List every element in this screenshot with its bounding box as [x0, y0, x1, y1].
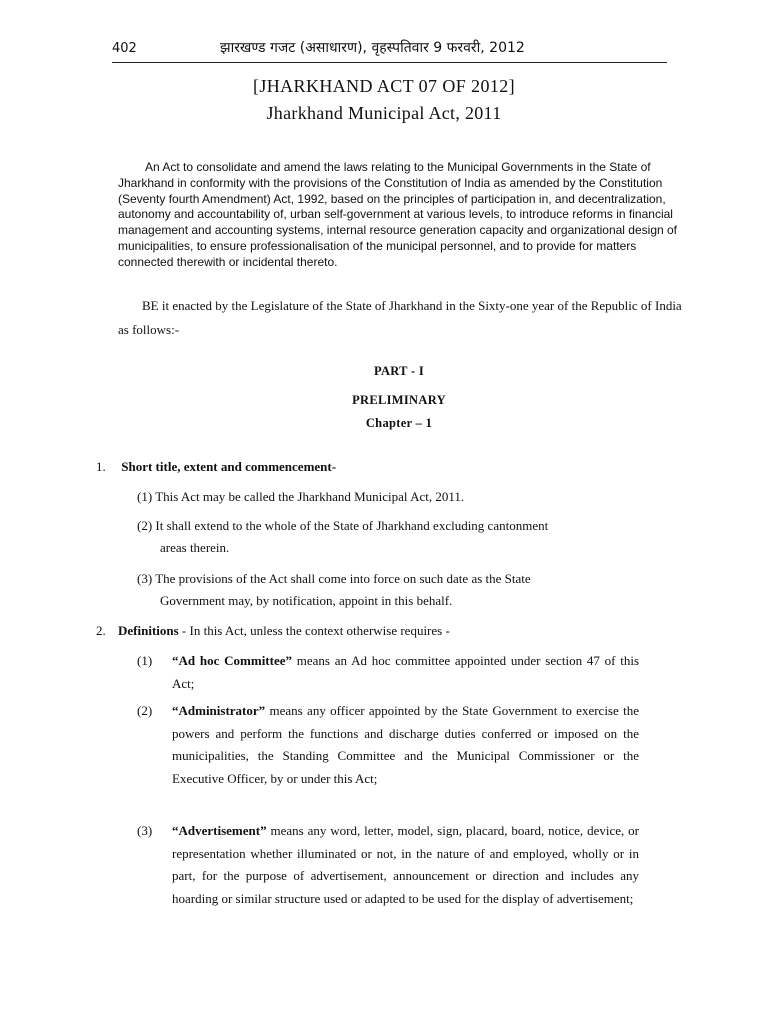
definition-3 [137, 820, 639, 910]
definition-1 [137, 650, 639, 695]
section-1-heading [96, 456, 336, 478]
subsection-1-3 [137, 568, 639, 612]
definition-body [172, 700, 639, 790]
section-number: 1. [96, 459, 106, 474]
definition-text: means any word, letter, model, sign, placard, board, notice, device, or representation whether illuminated or not, in the nature of and employed, wholly or in part, for the purpose of advertisement, announcement or direction and includes any hoarding or similar structure used or adapted to be used for the display of advertisement; [172, 823, 639, 906]
subsection-number: (1) [137, 489, 153, 504]
definition-body [172, 820, 639, 910]
part-title: PRELIMINARY [352, 393, 446, 407]
running-head: झारखण्ड गजट (असाधारण), वृहस्पतिवार 9 फरवरी, 2012 [220, 40, 525, 56]
defined-term: “Advertisement” [172, 823, 267, 838]
definition-text: means any officer appointed by the State Government to exercise the powers and perform the functions and discharge duties conferred or imposed on the municipalities, the Standing Committee and the Municipal Commissioner or the Executive Officer, by or under this Act; [172, 703, 639, 786]
subsection-text: The provisions of the Act shall come into force on such date as the State [155, 571, 531, 586]
subsection-number: (2) [137, 518, 153, 533]
definition-number: (2) [137, 703, 153, 718]
section-number: 2. [96, 623, 106, 638]
defined-term: “Administrator” [172, 703, 266, 718]
preamble: An Act to consolidate and amend the laws relating to the Municipal Governments in the State of Jharkhand in conformity with the provisions of the Constitution of India as amended by the Constitution (Seventy fourth Amendment) Act, 1992, based on the principles of participation in, and decentralization, autonomy and accountability of, urban self-government at various levels, to introduce reforms in financial management and accounting systems, internal resource generation capacity and organizational design of municipalities, to ensure professionalisation of the municipal personnel, and to provide for matters connected therewith or incidental thereto. [118, 160, 678, 269]
definition-number: (1) [137, 653, 153, 668]
definition-body [172, 650, 639, 695]
subsection-text-continued: Government may, by notification, appoint in this behalf. [160, 593, 453, 608]
act-number: [JHARKHAND ACT 07 OF 2012] [252, 76, 516, 96]
section-intro: - In this Act, unless the context otherwise requires - [178, 623, 450, 638]
act-title: Jharkhand Municipal Act, 2011 [266, 103, 502, 123]
chapter-heading: Chapter – 1 [365, 416, 433, 430]
defined-term: “Ad hoc Committee” [172, 653, 293, 668]
definition-number: (3) [137, 823, 153, 838]
section-title: Definitions [118, 623, 179, 638]
subsection-1-2 [137, 515, 639, 559]
part-heading: PART - I [373, 364, 425, 378]
subsection-1-1 [137, 486, 639, 508]
section-title: Short title, extent and commencement- [121, 459, 337, 474]
subsection-text: This Act may be called the Jharkhand Municipal Act, 2011. [155, 489, 465, 504]
subsection-text: It shall extend to the whole of the State of Jharkhand excluding cantonment [155, 518, 549, 533]
enacting-clause: BE it enacted by the Legislature of the State of Jharkhand in the Sixty-one year of the Republic of India as follows:- [118, 298, 682, 337]
subsection-text-continued: areas therein. [160, 540, 230, 555]
section-2-heading [96, 620, 450, 642]
header-rule [112, 62, 667, 63]
subsection-number: (3) [137, 571, 153, 586]
definition-text: means an Ad hoc committee appointed under section 47 of this Act; [172, 653, 639, 691]
definition-2 [137, 700, 639, 790]
page-number: 402 [112, 41, 137, 56]
